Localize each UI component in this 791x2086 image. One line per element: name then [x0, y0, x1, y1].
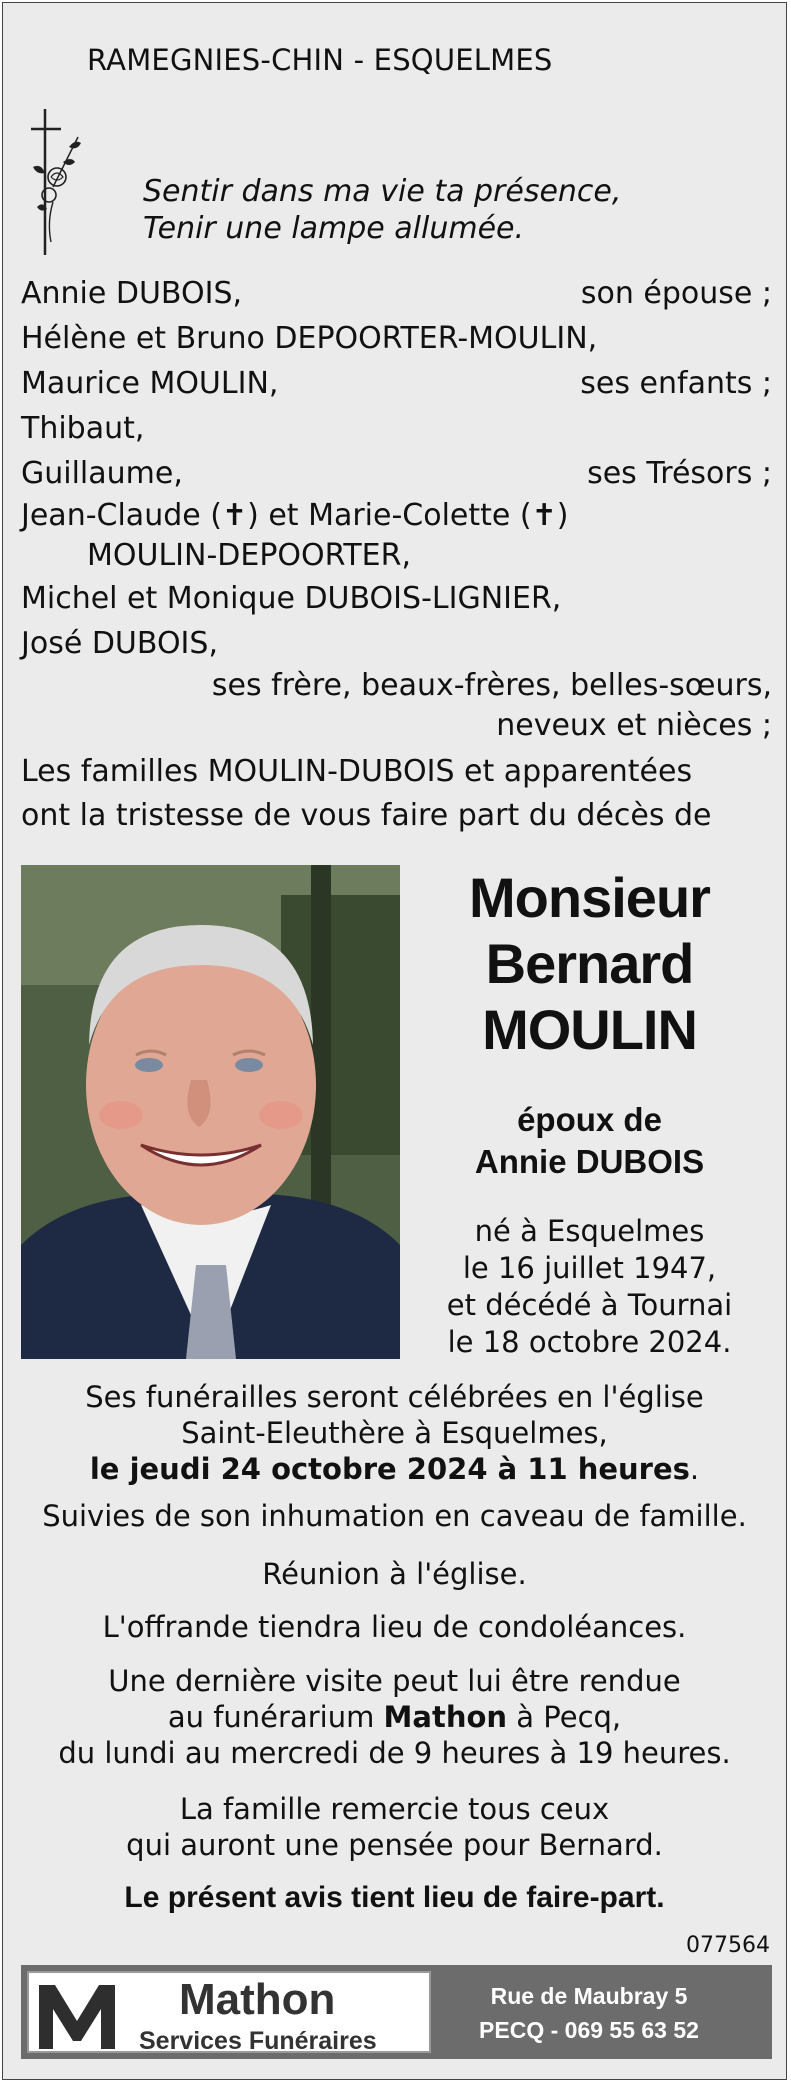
- born-date: le 16 juillet 1947,: [462, 1251, 717, 1285]
- spouse-info: [413, 1099, 766, 1183]
- family-list: [21, 271, 772, 746]
- spouse-line-1: époux de: [517, 1101, 662, 1138]
- spouse-line-2: Annie DUBOIS: [474, 1143, 705, 1180]
- visit-line-1: Une dernière visite peut lui être rendue: [108, 1664, 681, 1698]
- intro-line-1: Les familles MOULIN-DUBOIS et apparentées: [21, 754, 693, 789]
- family-row: [21, 451, 772, 496]
- family-row: [21, 706, 772, 746]
- brand-name: Mathon: [179, 1975, 336, 2024]
- m-logo-icon: [35, 1981, 119, 2051]
- deceased-last-name: MOULIN: [482, 998, 697, 1061]
- family-row: [21, 536, 772, 576]
- thanks-line-1: La famille remercie tous ceux: [179, 1792, 610, 1826]
- funeral-line-3: [13, 1451, 776, 1487]
- brand-tagline: Services Funéraires: [139, 2027, 377, 2055]
- family-row: [21, 271, 772, 316]
- notice-statement: Le présent avis tient lieu de faire-part.: [124, 1881, 665, 1914]
- family-row: [21, 316, 772, 361]
- meeting-info: Réunion à l'église.: [262, 1557, 527, 1591]
- funeral-home-address: [424, 1979, 754, 2047]
- family-relation: son épouse ;: [580, 276, 772, 311]
- announcement-intro: [21, 750, 712, 838]
- visit-line-2-start: au funérarium: [167, 1700, 384, 1734]
- verse-line-2: Tenir une lampe allumée.: [143, 211, 525, 246]
- thanks-line-2: qui auront une pensée pour Bernard.: [126, 1828, 663, 1862]
- deceased-block: [413, 865, 766, 1361]
- deceased-title: Monsieur: [469, 866, 710, 929]
- portrait-photo: [21, 865, 400, 1359]
- family-row: [21, 621, 772, 666]
- family-member: José DUBOIS,: [21, 626, 218, 661]
- visit-line-2: [13, 1699, 776, 1735]
- obituary-notice: [2, 2, 787, 2080]
- visit-line-2-end: à Pecq,: [507, 1700, 622, 1734]
- funeral-datetime: le jeudi 24 octobre 2024 à 11 heures: [89, 1452, 690, 1486]
- reference-number: 077564: [686, 1933, 770, 1958]
- burial-info: Suivies de son inhumation en caveau de famille.: [42, 1499, 747, 1533]
- funeral-home-name: Mathon: [383, 1700, 508, 1734]
- verse: [143, 173, 621, 247]
- location-header: RAMEGNIES-CHIN - ESQUELMES: [87, 43, 553, 77]
- family-relation: neveux et nièces ;: [496, 708, 772, 743]
- address-street: Rue de Maubray 5: [490, 1983, 688, 2009]
- family-row: [21, 576, 772, 621]
- born-place: né à Esquelmes: [474, 1214, 705, 1248]
- family-member: Guillaume,: [21, 456, 183, 491]
- family-member: Hélène et Bruno DEPOORTER-MOULIN,: [21, 321, 598, 356]
- address-phone: PECQ - 069 55 63 52: [479, 2017, 699, 2043]
- family-member: Maurice MOULIN,: [21, 366, 279, 401]
- family-member: Thibaut,: [21, 411, 145, 446]
- family-member: Annie DUBOIS,: [21, 276, 243, 311]
- family-row: [21, 666, 772, 706]
- cross-with-rose-icon: [23, 107, 93, 257]
- funeral-punct: .: [689, 1452, 700, 1486]
- thanks-message: [13, 1791, 776, 1863]
- death-place: et décédé à Tournai: [446, 1288, 733, 1322]
- funeral-home-banner: [21, 1965, 772, 2059]
- offering-info: L'offrande tiendra lieu de condoléances.: [102, 1610, 687, 1644]
- verse-line-1: Sentir dans ma vie ta présence,: [143, 174, 622, 209]
- family-relation: ses frère, beaux-frères, belles-sœurs,: [211, 668, 772, 703]
- death-date: le 18 octobre 2024.: [447, 1325, 732, 1359]
- funeral-line-1: Ses funérailles seront célébrées en l'église: [85, 1380, 704, 1414]
- family-member: Jean-Claude (✝) et Marie-Colette (✝): [21, 498, 569, 533]
- intro-line-2: ont la tristesse de vous faire part du décès de: [21, 798, 712, 833]
- family-relation: ses enfants ;: [580, 366, 772, 401]
- family-row: [21, 361, 772, 406]
- family-relation: ses Trésors ;: [587, 456, 772, 491]
- deceased-first-name: Bernard: [485, 932, 694, 995]
- family-member: Michel et Monique DUBOIS-LIGNIER,: [21, 581, 562, 616]
- visit-line-3: du lundi au mercredi de 9 heures à 19 heures.: [58, 1736, 731, 1770]
- visit-info: [13, 1663, 776, 1771]
- family-member: MOULIN-DEPOORTER,: [87, 538, 411, 573]
- family-row: [21, 406, 772, 451]
- life-dates: [413, 1213, 766, 1361]
- funeral-line-2: Saint-Eleuthère à Esquelmes,: [181, 1416, 608, 1450]
- funeral-info: [13, 1379, 776, 1487]
- funeral-home-logo: [27, 1971, 431, 2053]
- family-row: [21, 496, 772, 536]
